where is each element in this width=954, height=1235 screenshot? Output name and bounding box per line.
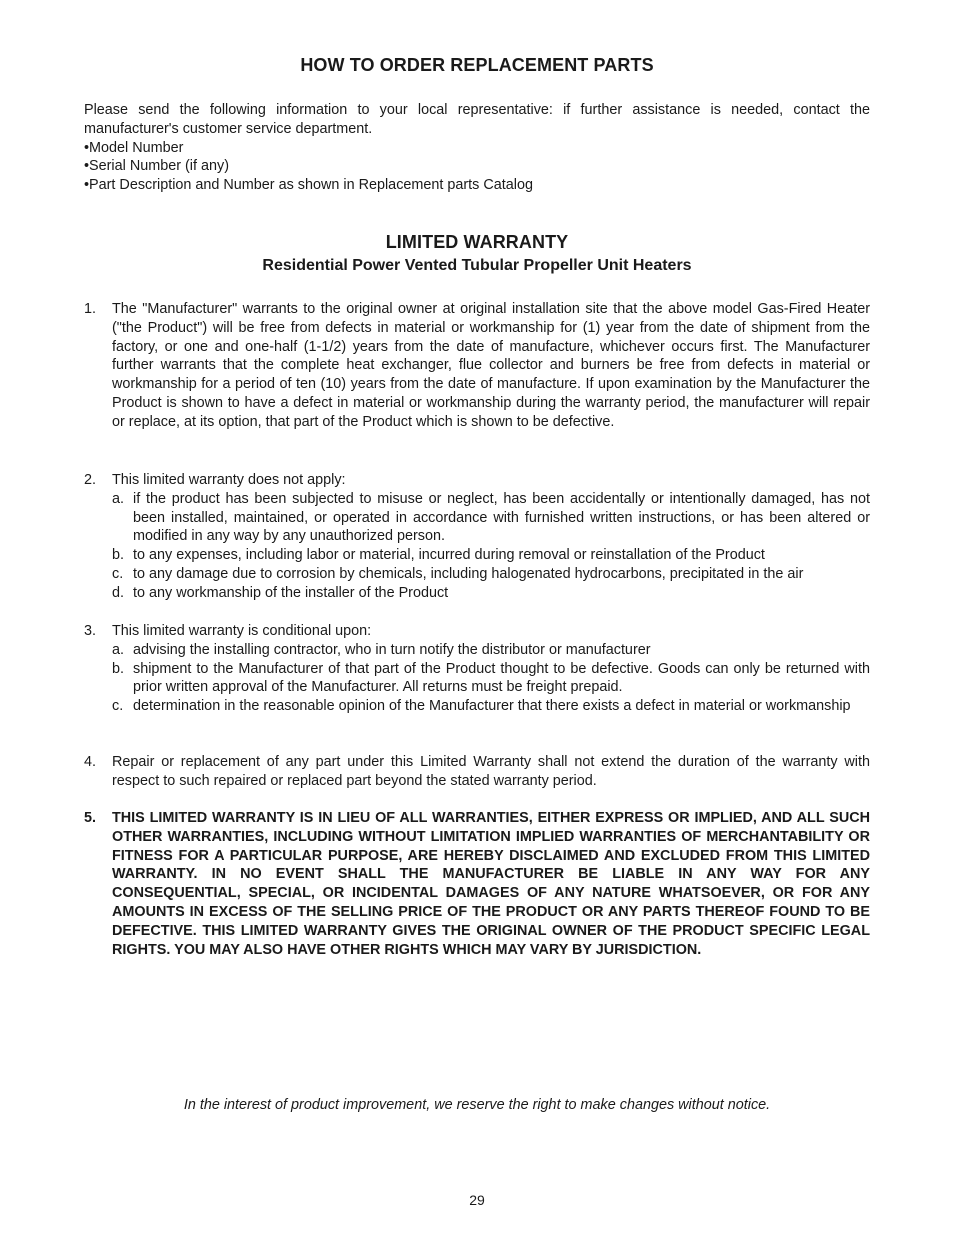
product-improvement-note: In the interest of product improvement, we reserve the right to make changes without notice. bbox=[183, 1097, 771, 1113]
sub-text: advising the installing contractor, who in turn notify the distributor or manufacturer bbox=[133, 641, 651, 658]
item-text: This limited warranty is conditional upon: bbox=[112, 623, 372, 639]
sub-letter: c. bbox=[112, 698, 124, 715]
sub-text: to any damage due to corrosion by chemicals, including halogenated hydrocarbons, precipitated in the air bbox=[133, 565, 804, 582]
item-number: 4. bbox=[84, 754, 97, 770]
sub-item bbox=[112, 490, 870, 546]
sub-letter: d. bbox=[112, 584, 125, 601]
warranty-item-2 bbox=[84, 471, 870, 603]
order-info-list bbox=[84, 139, 870, 195]
sub-item bbox=[112, 584, 870, 603]
warranty-heading: LIMITED WARRANTY bbox=[385, 232, 569, 252]
item-number: 5. bbox=[84, 810, 97, 826]
warranty-item-1 bbox=[84, 300, 870, 432]
item-number: 1. bbox=[84, 301, 97, 317]
sub-text: to any expenses, including labor or material, incurred during removal or reinstallation of the Product bbox=[133, 547, 765, 564]
sub-text: determination in the reasonable opinion of the Manufacturer that there exists a defect in material or workmanship bbox=[133, 698, 851, 715]
sub-item bbox=[112, 565, 870, 584]
item-number: 2. bbox=[84, 472, 97, 488]
item-text: This limited warranty does not apply: bbox=[112, 472, 346, 488]
order-info-item: •Model Number bbox=[84, 139, 184, 156]
warranty-subtitle: Residential Power Vented Tubular Propeller Unit Heaters bbox=[262, 257, 692, 274]
order-info-item: •Part Description and Number as shown in Replacement parts Catalog bbox=[84, 177, 533, 194]
sub-letter: a. bbox=[112, 490, 125, 507]
sub-item bbox=[112, 697, 870, 716]
order-info-item: •Serial Number (if any) bbox=[84, 158, 229, 175]
item-text: Repair or replacement of any part under this Limited Warranty shall not extend the duration of the warranty with respect to such repaired or replaced part beyond the stated warranty period. bbox=[112, 754, 870, 789]
sub-text: to any workmanship of the installer of the Product bbox=[133, 584, 449, 601]
item-text: The "Manufacturer" warrants to the original owner at original installation site that the above model Gas-Fired Heater ("the Product") will be free from defects in material or workmanship for (1) year from the date of shipment from the factory, or one and one-half (1-1/2) years from the date of manufacture, whichever occurs first. The Manufacturer further warrants that the complete heat exchanger, flue collector and burners be free from defects in material or workmanship for a period of ten (10) years from the date of manufacture. If upon examination by the Manufacturer the Product is shown to have a defect in material or workmanship during the warranty period, the manufacturer will repair or replace, at its option, that part of the Product which is shown to be defective. bbox=[112, 301, 870, 430]
sub-item bbox=[112, 546, 870, 565]
sub-letter: c. bbox=[112, 565, 124, 582]
order-parts-heading: HOW TO ORDER REPLACEMENT PARTS bbox=[300, 55, 654, 75]
sub-item bbox=[112, 660, 870, 698]
warranty-item-4 bbox=[84, 753, 870, 791]
sub-letter: a. bbox=[112, 641, 125, 658]
sub-letter: b. bbox=[112, 660, 125, 677]
order-parts-intro bbox=[84, 101, 870, 195]
exclusions-list bbox=[112, 490, 870, 603]
sub-item bbox=[112, 641, 870, 660]
warranty-item-3 bbox=[84, 622, 870, 716]
sub-text: shipment to the Manufacturer of that part of the Product thought to be defective. Goods can only be returned with prior written approval of the Manufacturer. All returns must be freight prepaid. bbox=[133, 660, 870, 696]
page-number: 29 bbox=[469, 1192, 485, 1208]
sub-letter: b. bbox=[112, 547, 125, 564]
item-number: 3. bbox=[84, 623, 97, 639]
order-parts-paragraph: Please send the following information to your local representative: if further assistance is needed, contact the manufacturer's customer service department. bbox=[84, 102, 870, 137]
sub-text: if the product has been subjected to misuse or neglect, has been accidentally or intentionally damaged, has not been installed, maintained, or operated in accordance with furnished written instructions, or has been altered or modified in any way by any unauthorized person. bbox=[133, 490, 870, 545]
conditions-list bbox=[112, 641, 870, 716]
disclaimer-text: THIS LIMITED WARRANTY IS IN LIEU OF ALL WARRANTIES, EITHER EXPRESS OR IMPLIED, AND ALL SUCH OTHER WARRANTIES, INCLUDING WITHOUT LIMITATION IMPLIED WARRANTIES OF MERCHANTABILITY OR FITNESS FOR A PARTICULAR PURPOSE, ARE HEREBY DISCLAIMED AND EXCLUDED FROM THIS LIMITED WARRANTY. IN NO EVENT SHALL THE MANUFACTURER BE LIABLE IN ANY WAY FOR ANY CONSEQUENTIAL, SPECIAL, OR INCIDENTAL DAMAGES OF ANY NATURE WHATSOEVER, OR FOR ANY AMOUNTS IN EXCESS OF THE SELLING PRICE OF THE PRODUCT OR ANY PARTS THEREOF FOUND TO BE DEFECTIVE. THIS LIMITED WARRANTY GIVES THE ORIGINAL OWNER OF THE PRODUCT SPECIFIC LEGAL RIGHTS. YOU MAY ALSO HAVE OTHER RIGHTS WHICH MAY VARY BY JURISDICTION. bbox=[112, 810, 870, 958]
warranty-item-5 bbox=[84, 809, 870, 959]
